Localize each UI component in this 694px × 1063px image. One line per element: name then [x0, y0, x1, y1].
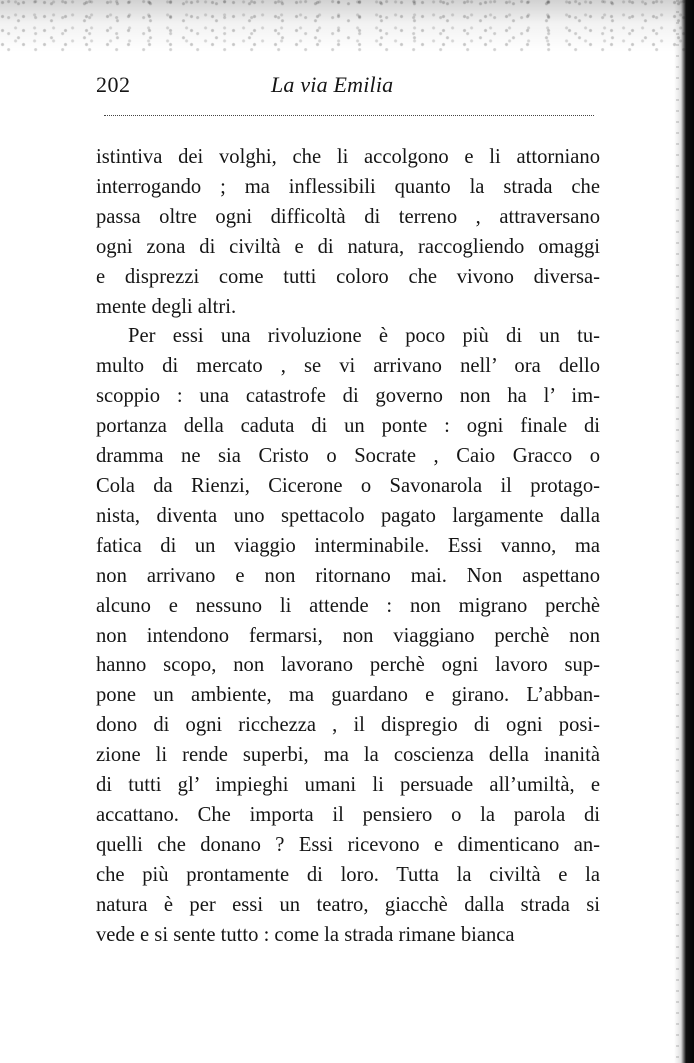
body-text	[96, 143, 600, 950]
text-line-24: quelli che donano ? Essi ricevono e dimenticano an-	[96, 833, 600, 856]
text-line-7: Per essi una rivoluzione è poco più di un tu-	[128, 325, 600, 348]
text-line-6: mente degli altri.	[96, 295, 237, 318]
page-header	[96, 72, 601, 104]
text-line-20: dono di ogni ricchezza , il dispregio di ogni posi-	[96, 714, 600, 737]
scan-right-edge	[674, 0, 694, 1063]
text-line-9: scoppio : una catastrofe di governo non ha l’ im-	[96, 385, 600, 408]
text-line-3: passa oltre ogni difficoltà di terreno , attraversano	[96, 205, 600, 228]
text-line-4: ogni zona di civiltà e di natura, raccogliendo omaggi	[96, 235, 600, 258]
text-line-14: fatica di un viaggio interminabile. Essi vanno, ma	[96, 534, 600, 557]
text-line-12: Cola da Rienzi, Cicerone o Savonarola il protago-	[96, 474, 600, 497]
text-line-18: hanno scopo, non lavorano perchè ogni lavoro sup-	[96, 654, 600, 677]
text-line-19: pone un ambiente, ma guardano e girano. L’abban-	[96, 684, 600, 707]
text-line-8: multo di mercato , se vi arrivano nell’ ora dello	[96, 355, 600, 378]
text-line-5: e disprezzi come tutti coloro che vivono diversa-	[96, 265, 600, 288]
text-line-25: che più prontamente di loro. Tutta la civiltà e la	[96, 863, 600, 886]
text-line-21: zione li rende superbi, ma la coscienza della inanità	[96, 744, 600, 767]
text-line-23: accattano. Che importa il pensiero o la parola di	[96, 803, 600, 826]
running-head: La via Emilia	[271, 72, 394, 97]
text-line-17: non intendono fermarsi, non viaggiano perchè non	[96, 624, 600, 647]
text-line-13: nista, diventa uno spettacolo pagato largamente dalla	[96, 504, 600, 527]
scan-top-noise	[0, 0, 694, 52]
text-line-2: interrogando ; ma inflessibili quanto la strada che	[96, 175, 600, 198]
text-line-10: portanza della caduta di un ponte : ogni finale di	[96, 415, 600, 438]
text-line-1: istintiva dei volghi, che li accolgono e li attorniano	[96, 146, 600, 168]
text-line-22: di tutti gl’ impieghi umani li persuade all’umiltà, e	[96, 774, 600, 797]
text-line-15: non arrivano e non ritornano mai. Non aspettano	[96, 564, 600, 587]
text-line-11: dramma ne sia Cristo o Socrate , Caio Gracco o	[96, 445, 600, 468]
page-number: 202	[96, 72, 131, 97]
text-line-27: vede e si sente tutto : come la strada rimane bianca	[96, 923, 515, 946]
text-line-16: alcuno e nessuno li attende : non migrano perchè	[96, 594, 600, 617]
header-rule	[104, 115, 594, 116]
text-line-26: natura è per essi un teatro, giacchè dalla strada si	[96, 893, 600, 916]
